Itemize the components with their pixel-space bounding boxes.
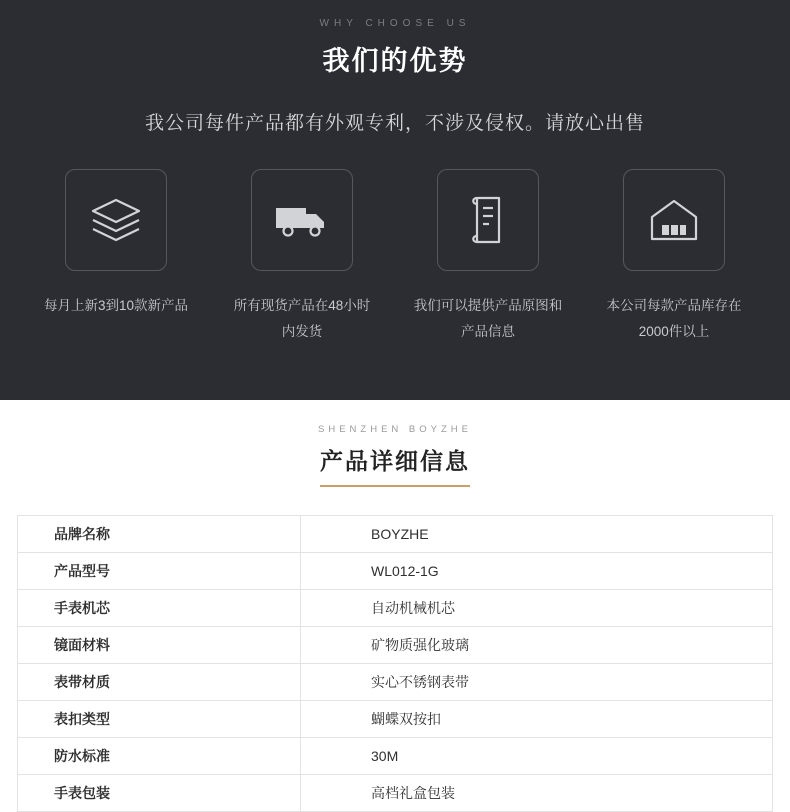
advantage-item [36,169,196,345]
spec-key: 手表包装 [18,775,301,812]
table-row [18,627,773,664]
advantage-text: 所有现货产品在48小时内发货 [233,298,371,339]
details-title-wrap [0,443,790,487]
advantage-text: 我们可以提供产品原图和产品信息 [413,298,563,339]
spec-value: 自动机械机芯 [301,590,773,627]
table-row [18,738,773,775]
warehouse-icon [623,169,725,271]
spec-value: 蝴蝶双按扣 [301,701,773,738]
details-title: 产品详细信息 [320,443,470,487]
spec-value: BOYZHE [301,516,773,553]
advantage-text: 本公司每款产品库存在2000件以上 [606,298,742,339]
truck-icon [251,169,353,271]
table-row [18,516,773,553]
table-row [18,590,773,627]
spec-value: WL012-1G [301,553,773,590]
spec-key: 表带材质 [18,664,301,701]
spec-key: 产品型号 [18,553,301,590]
advantages-title: 我们的优势 [322,46,468,76]
spec-key: 镜面材料 [18,627,301,664]
spec-value: 矿物质强化玻璃 [301,627,773,664]
spec-value: 高档礼盒包装 [301,775,773,812]
advantage-item [594,169,754,345]
spec-key: 手表机芯 [18,590,301,627]
advantages-section [0,0,790,400]
table-row [18,553,773,590]
table-row [18,775,773,812]
table-row [18,664,773,701]
spec-value: 30M [301,738,773,775]
advantage-text: 每月上新3到10款新产品 [43,298,189,313]
details-eyebrow: SHENZHEN BOYZHE [318,424,472,435]
table-row [18,701,773,738]
advantage-item [408,169,568,345]
advantage-item [222,169,382,345]
product-details-section [0,400,790,812]
advantages-subtitle: 我公司每件产品都有外观专利，不涉及侵权。请放心出售 [144,113,645,134]
blueprint-scroll-icon [437,169,539,271]
spec-table [17,515,773,812]
spec-key: 表扣类型 [18,701,301,738]
advantages-list [0,169,790,345]
spec-value: 实心不锈钢表带 [301,664,773,701]
advantages-eyebrow: WHY CHOOSE US [319,18,471,29]
layers-icon [65,169,167,271]
spec-key: 品牌名称 [18,516,301,553]
spec-key: 防水标准 [18,738,301,775]
